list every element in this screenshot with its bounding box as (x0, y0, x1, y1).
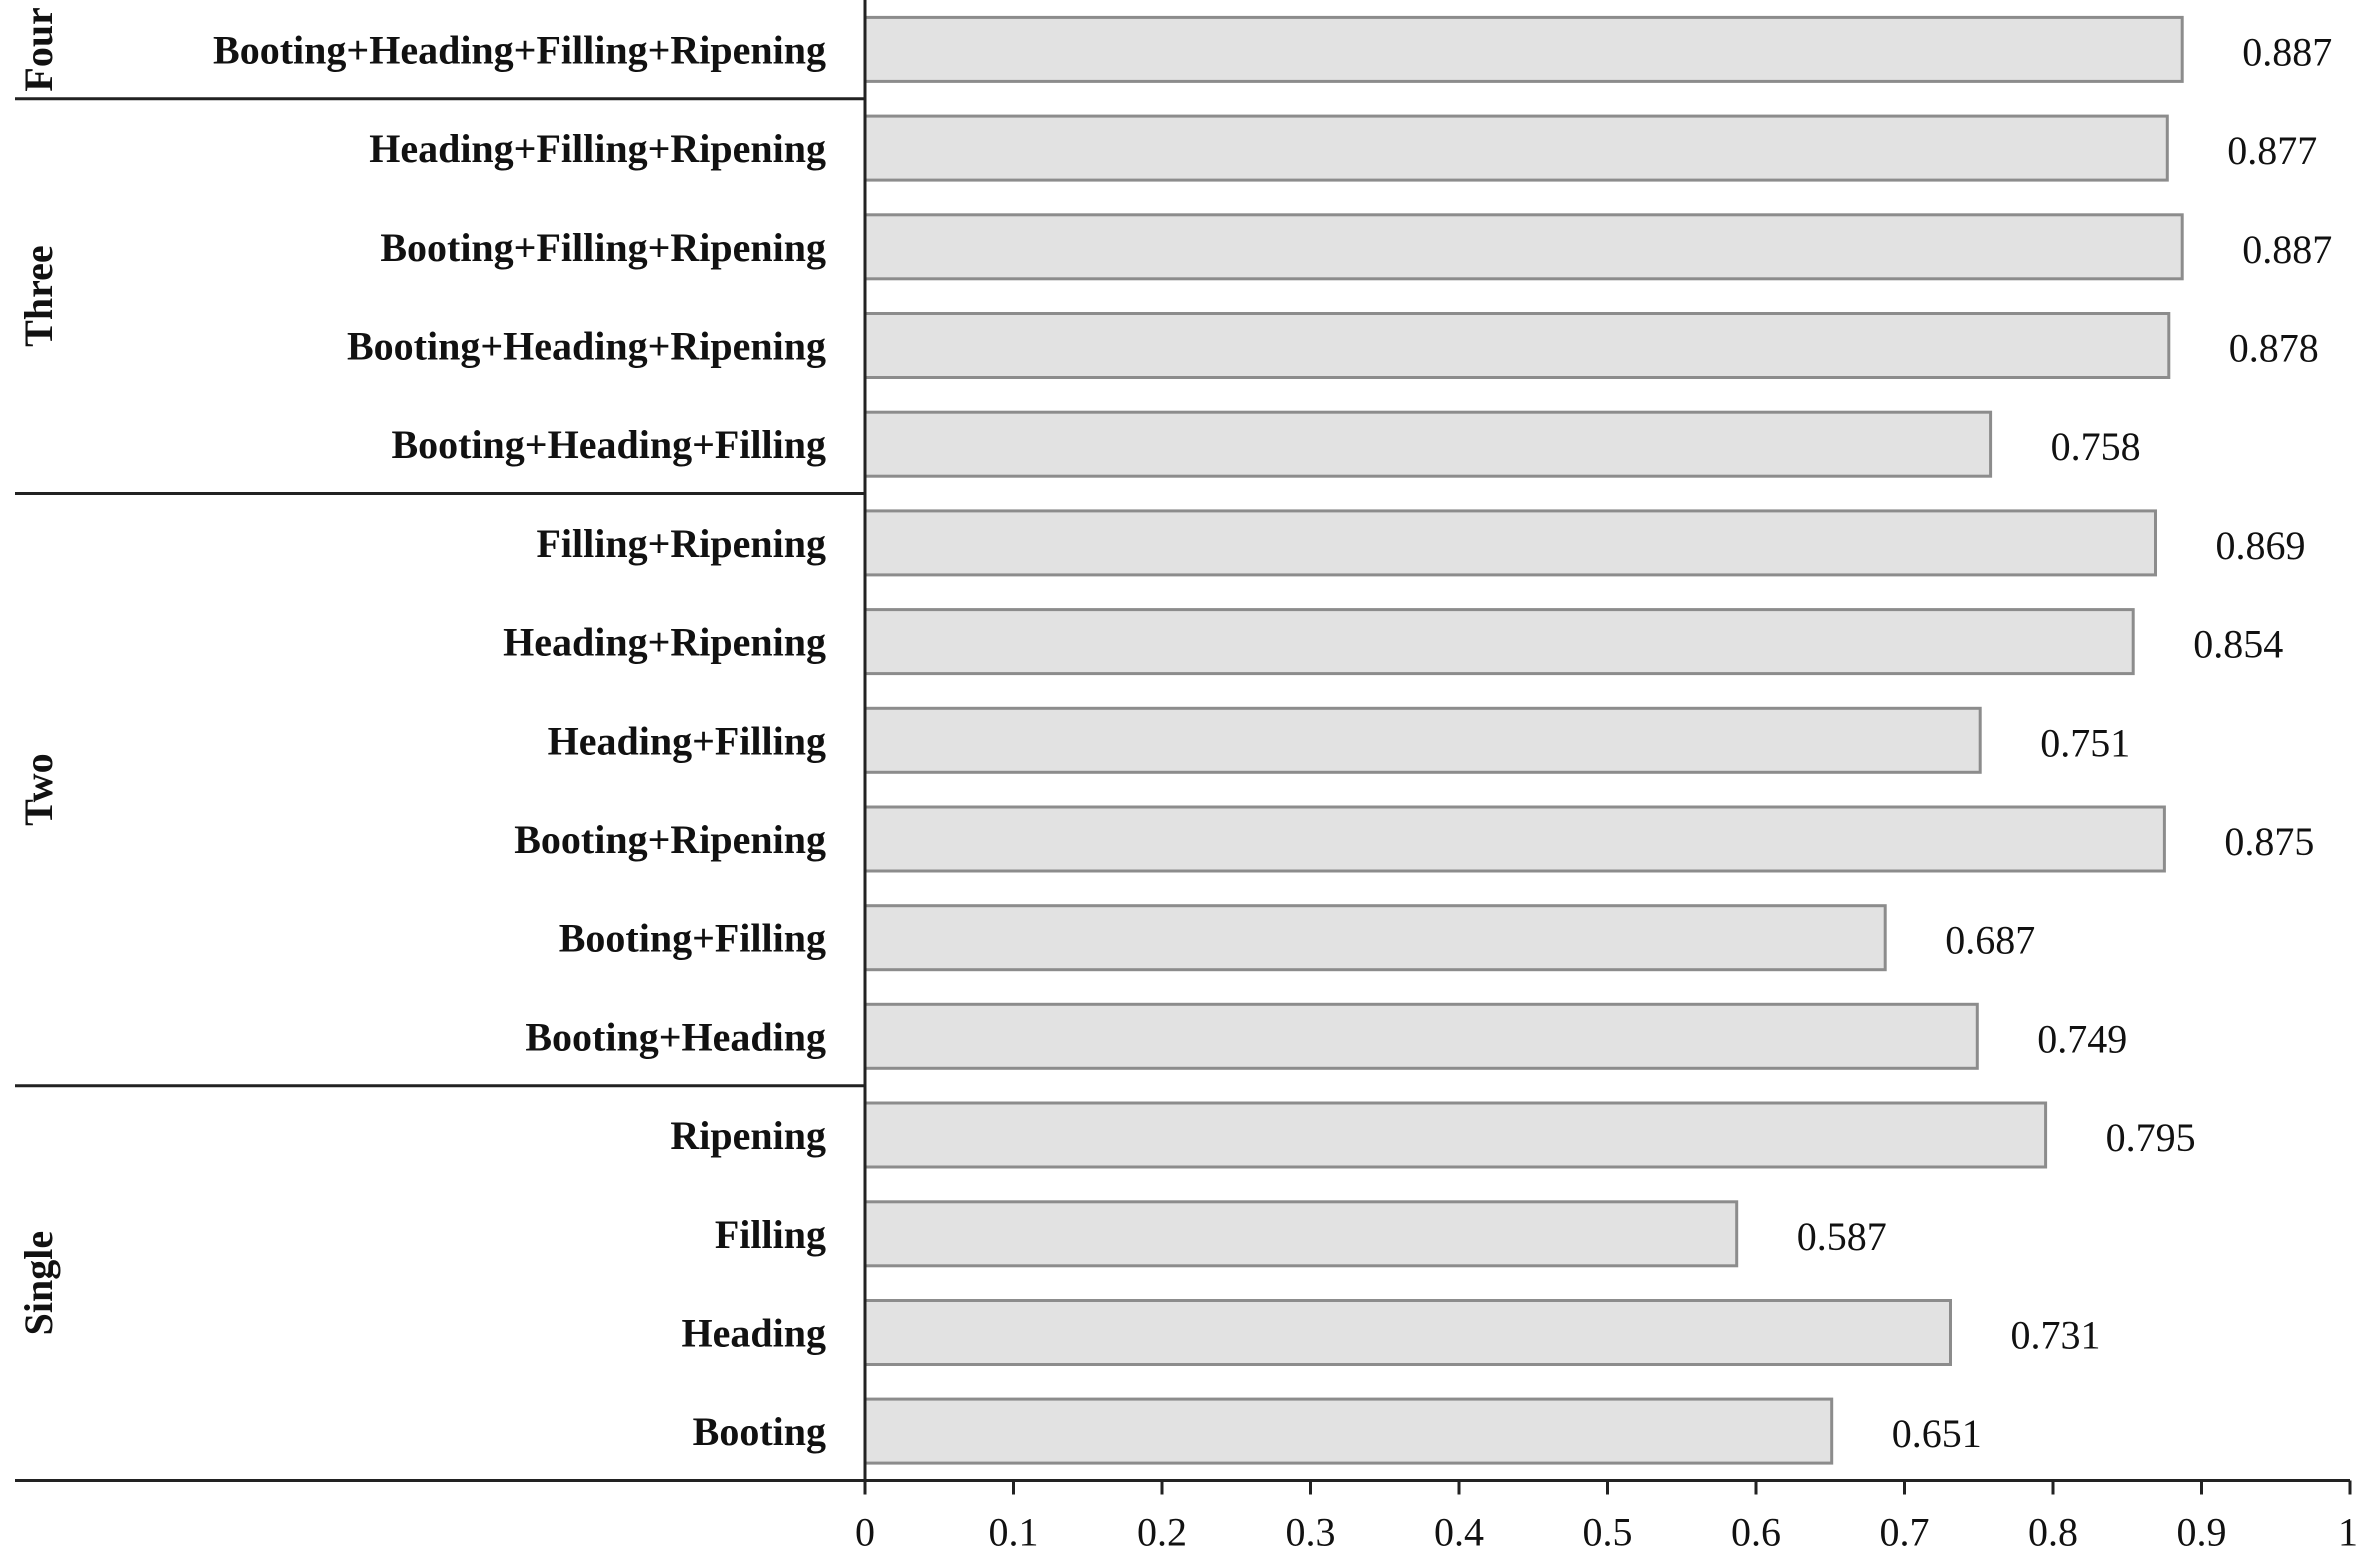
data-label: 0.751 (2040, 720, 2131, 766)
data-label: 0.795 (2105, 1115, 2196, 1160)
category-label: Booting+Heading (525, 1014, 826, 1060)
category-label: Heading+Filling (547, 718, 826, 764)
category-label: Ripening (670, 1113, 826, 1158)
category-label: Booting+Heading+Filling+Ripening (213, 27, 826, 73)
category-label: Filling+Ripening (536, 520, 826, 566)
group-label: Single (16, 1230, 61, 1336)
data-label: 0.875 (2224, 819, 2315, 864)
x-tick-label: 0.4 (1434, 1509, 1484, 1555)
bar (865, 906, 1885, 970)
category-label: Heading+Ripening (503, 619, 826, 665)
data-label: 0.887 (2242, 29, 2333, 75)
bar (865, 708, 1980, 772)
category-label: Booting+Filling (558, 915, 826, 961)
x-tick-label: 0.6 (1731, 1509, 1781, 1555)
data-label: 0.878 (2228, 325, 2319, 371)
bar (865, 511, 2156, 575)
category-label: Booting+Filling+Ripening (380, 224, 826, 270)
bar (865, 1399, 1832, 1463)
category-label: Filling (714, 1211, 826, 1257)
x-tick-label: 0.1 (988, 1509, 1039, 1555)
data-label: 0.854 (2193, 621, 2284, 667)
category-label: Booting+Heading+Filling (391, 422, 826, 468)
x-tick-label: 0.5 (1582, 1509, 1633, 1555)
x-tick-label: 0 (855, 1509, 875, 1555)
data-label: 0.877 (2227, 128, 2318, 174)
bar (865, 1103, 2046, 1167)
bar (865, 1301, 1951, 1365)
category-label: Booting+Ripening (514, 817, 826, 862)
data-label: 0.869 (2215, 522, 2306, 568)
x-tick-label: 0.9 (2176, 1509, 2227, 1555)
category-label: Heading+Filling+Ripening (369, 126, 826, 172)
x-tick-label: 0.3 (1285, 1509, 1336, 1555)
data-label: 0.749 (2037, 1016, 2128, 1062)
x-tick-label: 1 (2338, 1509, 2358, 1555)
group-label: Two (16, 753, 61, 826)
category-label: Heading (681, 1310, 826, 1356)
bar (865, 116, 2167, 180)
data-label: 0.687 (1945, 917, 2036, 963)
x-tick-label: 0.7 (1879, 1509, 1930, 1555)
bar (865, 1004, 1977, 1068)
bar (865, 412, 1991, 476)
x-tick-label: 0.2 (1137, 1509, 1187, 1555)
data-label: 0.887 (2242, 226, 2333, 272)
data-label: 0.731 (2010, 1312, 2101, 1358)
data-label: 0.587 (1796, 1213, 1887, 1259)
data-label: 0.758 (2050, 424, 2141, 470)
bar (865, 215, 2182, 279)
bar (865, 610, 2133, 674)
group-label: Three (16, 245, 61, 347)
bar (865, 807, 2164, 871)
data-label: 0.651 (1891, 1411, 1982, 1457)
category-label: Booting+Heading+Ripening (346, 323, 826, 369)
bar (865, 1202, 1737, 1266)
bar (865, 17, 2182, 81)
category-label: Booting (692, 1409, 826, 1455)
x-tick-label: 0.8 (2028, 1509, 2078, 1555)
group-label: Four (16, 7, 61, 92)
bar (865, 314, 2169, 378)
